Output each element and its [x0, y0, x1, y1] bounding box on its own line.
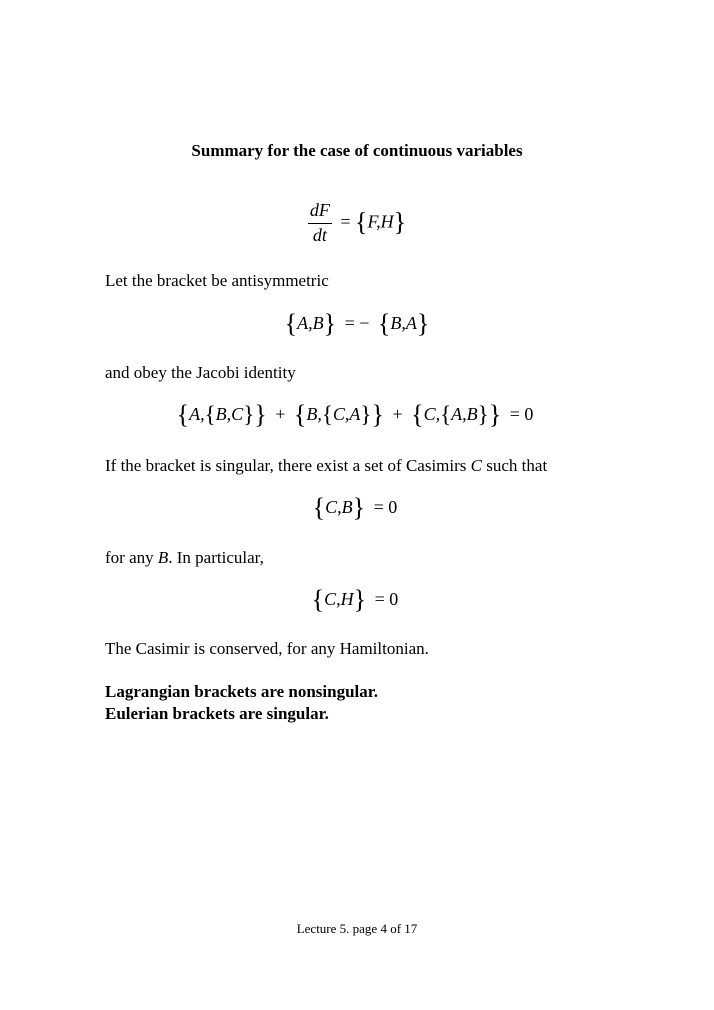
- paragraph-particular-text: for any: [105, 548, 158, 567]
- equals-zero: = 0: [374, 589, 399, 609]
- jacobi-term3-outer: C,: [423, 404, 441, 424]
- equals-minus: = −: [344, 313, 370, 333]
- equation-time-derivative: [0, 201, 714, 246]
- page-title: Summary for the case of continuous variables: [191, 141, 523, 160]
- close-brace: }: [393, 207, 407, 237]
- jacobi-term2-outer: B,: [306, 404, 322, 424]
- paragraph-singular-tail: such that: [482, 456, 548, 475]
- b-variable: B: [157, 548, 169, 567]
- fraction-numerator: dF: [308, 201, 332, 224]
- fraction-denominator: dt: [312, 224, 327, 245]
- statement-lagrangian: Lagrangian brackets are nonsingular.: [105, 682, 378, 701]
- equation-casimir-h: {C,H} = 0: [0, 587, 714, 613]
- equation-jacobi-identity: {A,{B,C}} + {B,{C,A}} + {C,{A,B}} = 0: [0, 402, 714, 428]
- casimir-bracket-b: C,B: [325, 497, 353, 517]
- bracket-right: B,A: [390, 313, 417, 333]
- jacobi-term3-inner: A,B: [451, 404, 478, 424]
- jacobi-term1-inner: B,C: [215, 404, 244, 424]
- equals-sign: =: [340, 211, 351, 232]
- equals-zero: = 0: [373, 497, 398, 517]
- paragraph-particular-tail: . In particular,: [168, 548, 264, 567]
- paragraph-singular: [105, 456, 547, 476]
- plus-sign-1: +: [275, 404, 286, 424]
- bracket-left: A,B: [297, 313, 324, 333]
- equation-antisymmetry: {A,B} = − {B,A}: [284, 309, 430, 338]
- casimir-variable: C: [470, 456, 483, 475]
- page-footer: Lecture 5. page 4 of 17: [296, 921, 418, 936]
- paragraph-antisymmetric: Let the bracket be antisymmetric: [105, 271, 329, 290]
- fraction-dF-dt: [308, 201, 332, 246]
- jacobi-term2-inner: C,A: [332, 404, 361, 424]
- equation-casimir-b: {C,B} = 0: [0, 495, 714, 521]
- open-brace: {: [355, 207, 368, 237]
- paragraph-singular-text: If the bracket is singular, there exist a set of Casimirs: [105, 456, 471, 475]
- casimir-bracket-h: C,H: [324, 589, 354, 609]
- plus-sign-2: +: [392, 404, 403, 424]
- bracket-body: F,H: [367, 211, 394, 232]
- statement-eulerian: Eulerian brackets are singular.: [105, 704, 329, 723]
- jacobi-term1-outer: A,: [189, 404, 205, 424]
- equals-zero: = 0: [509, 404, 534, 424]
- paragraph-jacobi: and obey the Jacobi identity: [105, 363, 296, 382]
- paragraph-particular: [105, 548, 264, 568]
- paragraph-conserved: The Casimir is conserved, for any Hamiltonian.: [105, 639, 429, 658]
